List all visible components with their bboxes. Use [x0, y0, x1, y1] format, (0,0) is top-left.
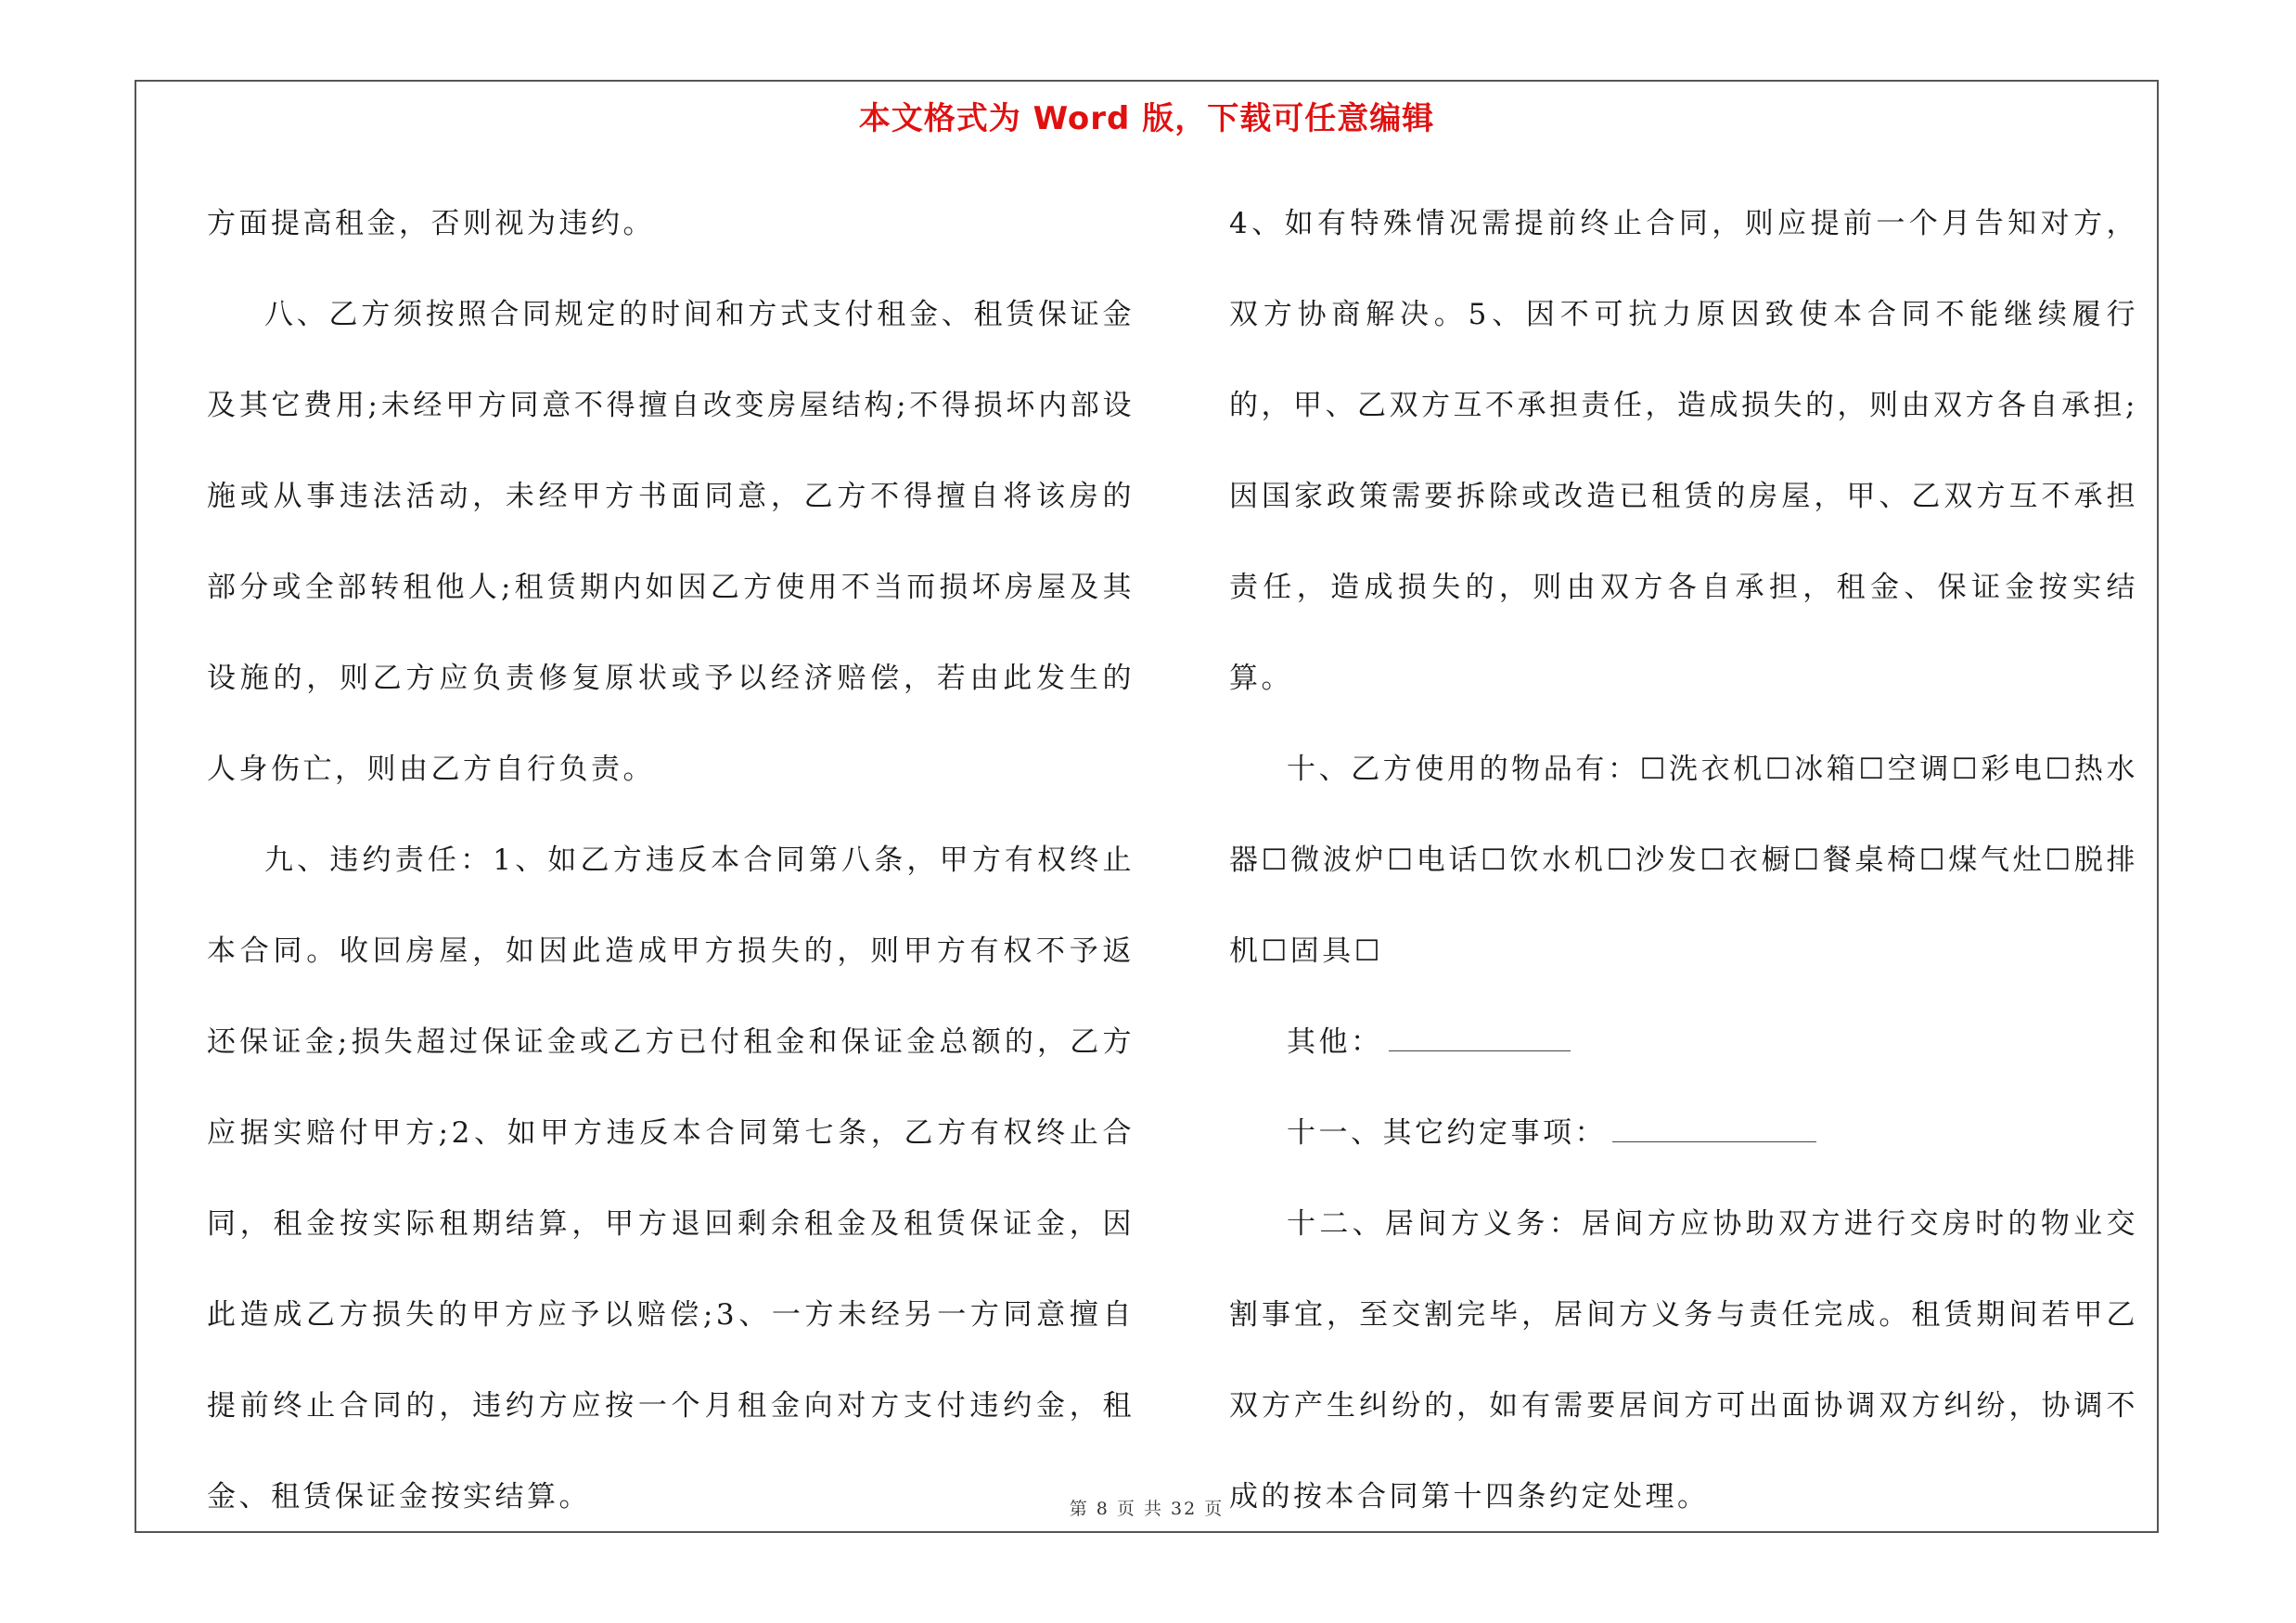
- paragraph-article-12: 十二、居间方义务：居间方应协助双方进行交房时的物业交割事宜，至交割完毕，居间方义务与责任完成。租赁期间若甲乙双方产生纠纷的，如有需要居间方可出面协调双方纠纷，协调不成的按本合同第十四条约定处理。: [1229, 1207, 2138, 1514]
- left-text-column: [207, 178, 1135, 1542]
- other-terms-blank: [1612, 1140, 1816, 1142]
- other-items-label: 其他：: [1287, 1025, 1383, 1059]
- paragraph-article-11: [1229, 1088, 2138, 1179]
- right-text-column: [1229, 178, 2138, 1542]
- format-notice-banner: 本文格式为 Word 版，下载可任意编辑: [858, 100, 1435, 137]
- paragraph-article-9: 九、违约责任：1、如乙方违反本合同第八条，甲方有权终止本合同。收回房屋，如因此造成甲方损失的，则甲方有权不予返还保证金;损失超过保证金或乙方已付租金和保证金总额的，乙方应据实赔付甲方;2、如甲方违反本合同第七条，乙方有权终止合同，租金按实际租期结算，甲方退回剩余租金及租赁保证金，因此造成乙方损失的甲方应予以赔偿;3、一方未经另一方同意擅自提前终止合同的，违约方应按一个月租金向对方支付违约金，租金、租赁保证金按实结算。: [207, 844, 1135, 1514]
- paragraph-rent-increase-end: 方面提高租金，否则视为违约。: [207, 207, 655, 240]
- paragraph-article-9-continued: 4、如有特殊情况需提前终止合同，则应提前一个月告知对方，双方协商解决。5、因不可抗力原因致使本合同不能继续履行的，甲、乙双方互不承担责任，造成损失的，则由双方各自承担;因国家政策需要拆除或改造已租赁的房屋，甲、乙双方互不承担责任，造成损失的，则由双方各自承担，租金、保证金按实结算。: [1229, 207, 2138, 695]
- paragraph-other-items: [1229, 997, 2138, 1088]
- paragraph-article-10-items: 十、乙方使用的物品有：☐洗衣机☐冰箱☐空调☐彩电☐热水器☐微波炉☐电话☐饮水机☐沙发☐衣橱☐餐桌椅☐煤气灶☐脱排机☐固具☐: [1229, 753, 2138, 968]
- page-number: 第 8 页 共 32 页: [1069, 1499, 1225, 1519]
- other-items-blank: [1389, 1050, 1571, 1051]
- other-terms-label: 十一、其它约定事项：: [1287, 1116, 1607, 1150]
- document-page: [135, 80, 2159, 1533]
- paragraph-article-8: 八、乙方须按照合同规定的时间和方式支付租金、租赁保证金及其它费用;未经甲方同意不得擅自改变房屋结构;不得损坏内部设施或从事违法活动，未经甲方书面同意，乙方不得擅自将该房的部分或全部转租他人;租赁期内如因乙方使用不当而损坏房屋及其设施的，则乙方应负责修复原状或予以经济赔偿，若由此发生的人身伤亡，则由乙方自行负责。: [207, 298, 1135, 786]
